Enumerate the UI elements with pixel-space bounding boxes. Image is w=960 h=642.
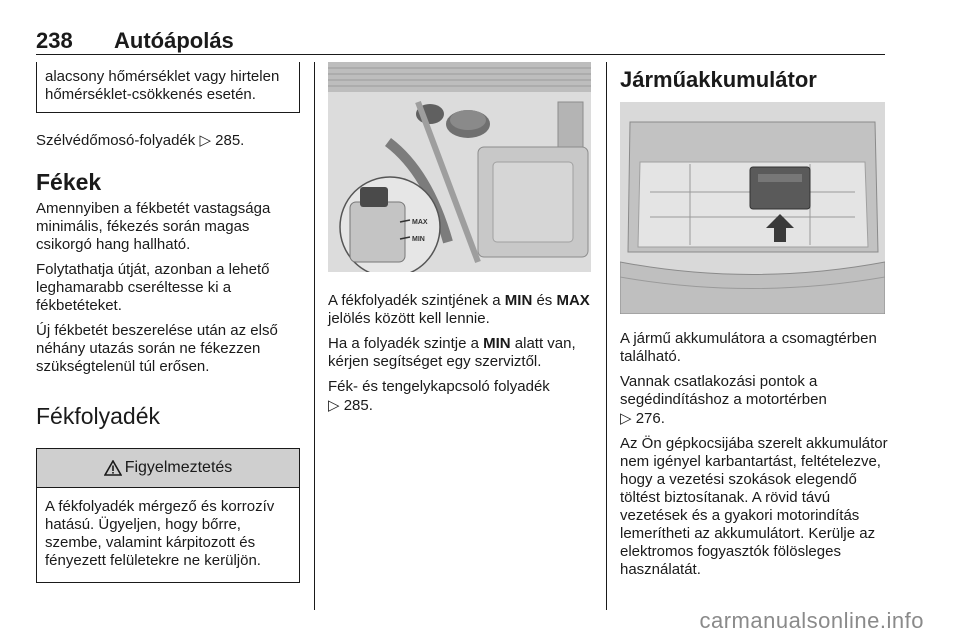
washer-fluid-page-link[interactable]: 285.: [215, 132, 245, 149]
brake-fluid-paragraph-2: Ha a folyadék szintje a MIN alatt van, kérjen segítséget egy szerviztől.: [328, 335, 576, 370]
warning-continuation-box: [36, 62, 300, 113]
watermark: carmanualsonline.info: [699, 608, 924, 633]
chapter-title: Autóápolás: [114, 28, 234, 53]
left-column: [36, 62, 300, 583]
battery-paragraph-1: A jármű akkumulátora a csomagtérben található.: [620, 330, 877, 365]
middle-column: [328, 62, 594, 422]
battery-location-image: [620, 102, 885, 314]
brakes-paragraph-2: Folytathatja útját, azonban a lehető leghamarabb cseréltesse ki a fékbetéteket.: [36, 261, 270, 314]
brake-fluid-paragraph-3: Fék- és tengelykapcsoló folyadék ▷ 285.: [328, 378, 550, 414]
washer-fluid-ref: Szélvédőmosó-folyadék ▷ 285.: [36, 131, 245, 149]
jump-start-page-link[interactable]: 276.: [635, 410, 665, 427]
warning-triangle-icon: [104, 460, 122, 476]
brake-fluid-paragraph-1: A fékfolyadék szintjének a MIN és MAX jelölés között kell lennie.: [328, 292, 590, 327]
section-heading-battery: Járműakkumulátor: [620, 67, 817, 92]
ref-arrow-icon: ▷: [328, 396, 340, 414]
brake-fluid-page-link[interactable]: 285.: [343, 397, 373, 414]
warning-body: A fékfolyadék mérgező és korrozív hatású. Ügyeljen, hogy bőrre, szembe, valamint kárpitozott és fényezett felületekre ne kerüljön.: [45, 498, 275, 569]
right-column: [620, 62, 888, 586]
max-marker-label: MAX: [412, 219, 428, 226]
header-rule: [36, 54, 885, 55]
brakes-paragraph-1: Amennyiben a fékbetét vastagsága minimális, fékezés során magas csikorgó hang hallható.: [36, 200, 271, 253]
page-number: 238: [36, 28, 73, 53]
ref-arrow-icon: ▷: [620, 409, 632, 427]
section-heading-brake-fluid: Fékfolyadék: [36, 403, 161, 429]
brakes-paragraph-3: Új fékbetét beszerelése után az első néhány utazás során ne fékezzen szükségtelenül túl erősen.: [36, 322, 278, 375]
warning-title: Figyelmeztetés: [124, 459, 233, 476]
brake-fluid-reservoir-image: [328, 62, 591, 272]
column-divider-1: [314, 62, 315, 610]
battery-paragraph-3: Az Ön gépkocsijába szerelt akkumulátor nem igényel karbantartást, feltételezve, hogy a vezetési szokások elegendő töltést biztosítanak. A rövid távú vezetések és a gyakori motorindítás lemerítheti az akkumulátort. Kerülje az elektromos fogyasztók fölösleges használatát.: [620, 435, 888, 578]
warning-box: [36, 448, 300, 583]
section-heading-brakes: Fékek: [36, 169, 102, 195]
ref-arrow-icon: ▷: [199, 131, 211, 149]
page-header: [36, 28, 234, 54]
warning-continuation-text: alacsony hőmérséklet vagy hirtelen hőmérséklet-csökkenés esetén.: [45, 68, 280, 103]
battery-paragraph-2: Vannak csatlakozási pontok a segédindításhoz a motortérben ▷ 276.: [620, 373, 827, 427]
warning-box-header: [37, 449, 299, 488]
column-divider-2: [606, 62, 607, 610]
min-marker-label: MIN: [412, 236, 425, 243]
